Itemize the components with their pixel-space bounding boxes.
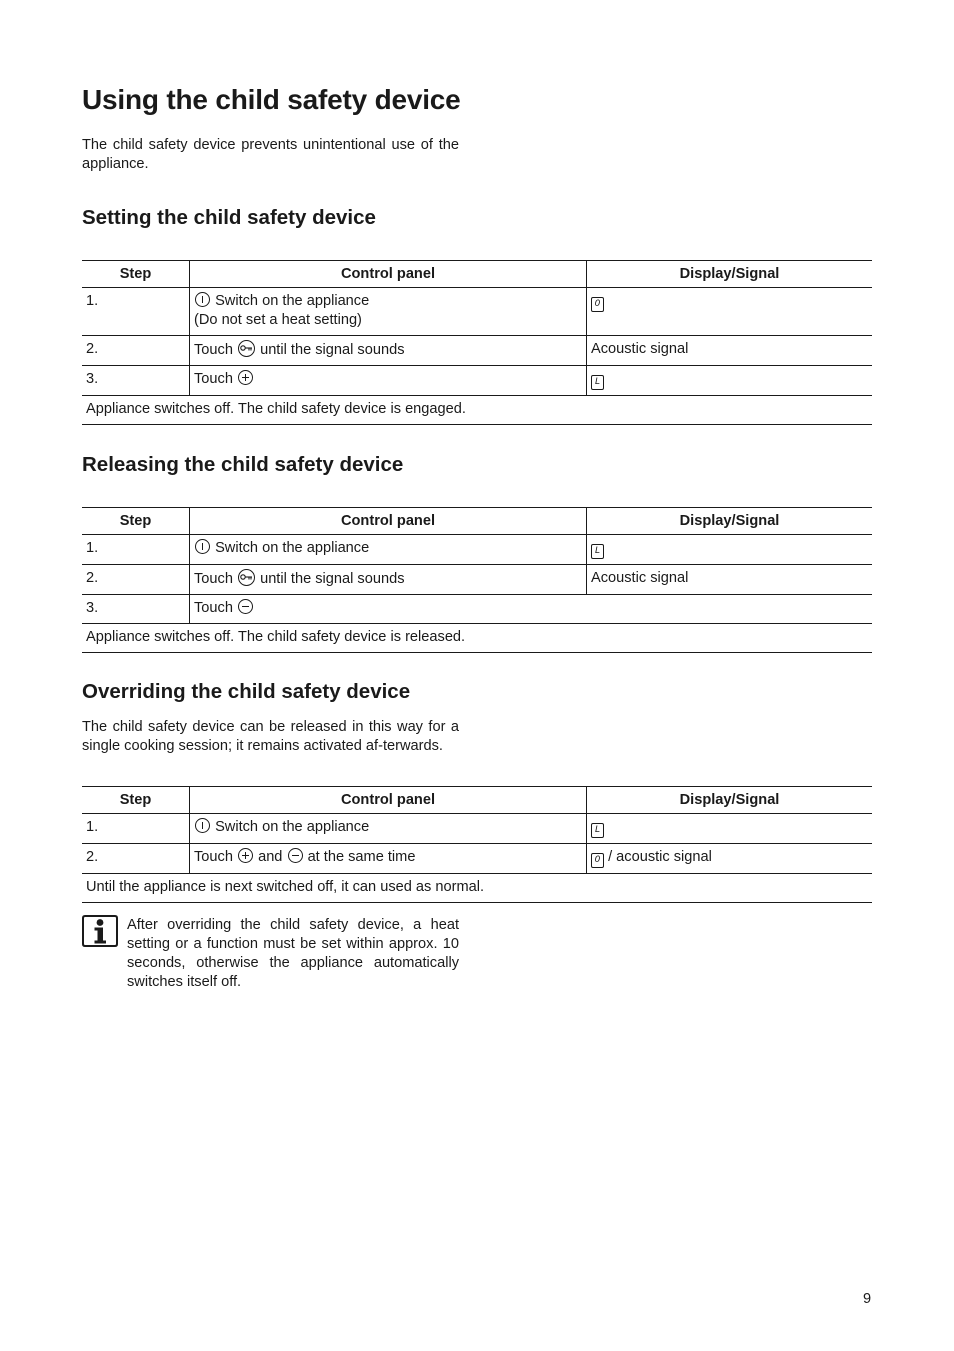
- col-display: Display/Signal: [587, 261, 873, 288]
- control-text: until the signal sounds: [260, 342, 405, 358]
- power-icon: [195, 539, 210, 554]
- table-header-row: [82, 508, 872, 535]
- display-symbol: L: [591, 544, 604, 559]
- control-prefix: Touch: [194, 600, 233, 616]
- display-cell: [587, 844, 873, 874]
- col-control: Control panel: [190, 261, 587, 288]
- control-cell: [190, 595, 873, 624]
- display-cell: Acoustic signal: [587, 336, 873, 366]
- info-icon: [82, 914, 118, 948]
- control-cell: [190, 844, 587, 874]
- control-cell: [190, 366, 587, 396]
- col-step: Step: [82, 508, 190, 535]
- step-cell: 1.: [82, 535, 190, 565]
- display-cell: [587, 814, 873, 844]
- control-prefix: Touch: [194, 849, 233, 865]
- overriding-paragraph: The child safety device can be released in this way for a single cooking session; it remains activated af-terwards.: [82, 719, 459, 754]
- page-number: 9: [863, 1291, 872, 1307]
- control-text: Switch on the appliance: [215, 819, 370, 835]
- control-text: Switch on the appliance: [215, 540, 370, 556]
- control-prefix: Touch: [194, 342, 233, 358]
- control-note: (Do not set a heat setting): [194, 312, 362, 328]
- plus-icon: [238, 848, 253, 863]
- info-note: After overriding the child safety device, a heat setting or a function must be set within approx. 10 seconds, otherwise the appliance automatically switches itself off.: [127, 917, 459, 990]
- footer-cell: Appliance switches off. The child safety device is released.: [82, 624, 872, 653]
- overriding-table: [82, 786, 872, 903]
- plus-icon: [238, 370, 253, 385]
- control-cell: [190, 814, 587, 844]
- control-text: at the same time: [307, 849, 416, 865]
- step-cell: 1.: [82, 814, 190, 844]
- control-text: until the signal sounds: [260, 571, 405, 587]
- table-row: [82, 366, 872, 396]
- display-cell: [587, 535, 873, 565]
- step-cell: 3.: [82, 366, 190, 396]
- setting-table: [82, 260, 872, 425]
- control-cell: [190, 288, 587, 336]
- col-display: Display/Signal: [587, 508, 873, 535]
- display-symbol: 0: [591, 853, 604, 868]
- display-cell: [587, 366, 873, 396]
- table-row: [82, 336, 872, 366]
- power-icon: [195, 818, 210, 833]
- step-cell: 2.: [82, 844, 190, 874]
- col-control: Control panel: [190, 787, 587, 814]
- col-display: Display/Signal: [587, 787, 873, 814]
- table-row: [82, 844, 872, 874]
- table-row: [82, 535, 872, 565]
- control-text: Switch on the appliance: [215, 293, 370, 309]
- display-symbol: L: [591, 375, 604, 390]
- control-prefix: Touch: [194, 371, 233, 387]
- table-header-row: [82, 787, 872, 814]
- display-text: / acoustic signal: [608, 849, 712, 865]
- control-cell: [190, 336, 587, 366]
- footer-cell: Until the appliance is next switched off, it can used as normal.: [82, 874, 872, 903]
- step-cell: 3.: [82, 595, 190, 624]
- power-icon: [195, 292, 210, 307]
- key-icon: [238, 569, 255, 586]
- table-footer-row: [82, 396, 872, 425]
- display-cell: Acoustic signal: [587, 565, 873, 595]
- display-symbol: 0: [591, 297, 604, 312]
- table-row: [82, 595, 872, 624]
- step-cell: 2.: [82, 336, 190, 366]
- col-step: Step: [82, 787, 190, 814]
- control-cell: [190, 535, 587, 565]
- table-row: [82, 814, 872, 844]
- page-title: Using the child safety device: [82, 84, 461, 115]
- intro-paragraph: The child safety device prevents unintentional use of the appliance.: [82, 137, 459, 172]
- minus-icon: [238, 599, 253, 614]
- display-symbol: L: [591, 823, 604, 838]
- overriding-heading: Overriding the child safety device: [82, 680, 411, 703]
- minus-icon: [288, 848, 303, 863]
- control-mid: and: [258, 849, 283, 865]
- display-cell: [587, 288, 873, 336]
- releasing-table: [82, 507, 872, 653]
- table-row: [82, 565, 872, 595]
- table-row: [82, 288, 872, 336]
- step-cell: 2.: [82, 565, 190, 595]
- setting-heading: Setting the child safety device: [82, 206, 376, 229]
- table-footer-row: [82, 624, 872, 653]
- footer-cell: Appliance switches off. The child safety device is engaged.: [82, 396, 872, 425]
- col-step: Step: [82, 261, 190, 288]
- table-header-row: [82, 261, 872, 288]
- control-cell: [190, 565, 587, 595]
- key-icon: [238, 340, 255, 357]
- releasing-heading: Releasing the child safety device: [82, 453, 404, 476]
- step-cell: 1.: [82, 288, 190, 336]
- col-control: Control panel: [190, 508, 587, 535]
- control-prefix: Touch: [194, 571, 233, 587]
- table-footer-row: [82, 874, 872, 903]
